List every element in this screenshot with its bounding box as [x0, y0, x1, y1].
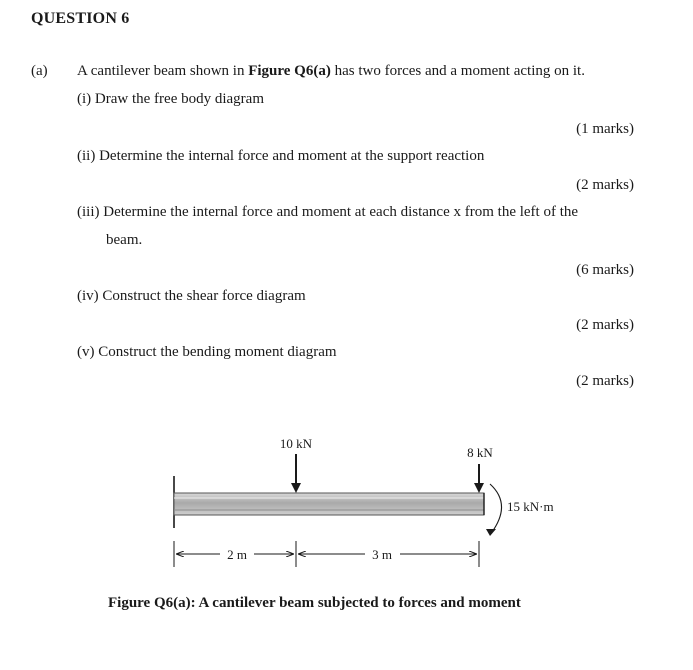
item-i-text: (i) Draw the free body diagram — [77, 91, 265, 107]
question-title: QUESTION 6 — [31, 10, 130, 27]
item-v-text: (v) Construct the bending moment diagram — [77, 344, 337, 360]
force-10kn-arrow — [291, 454, 301, 493]
beam — [174, 493, 484, 515]
part-label: (a) — [31, 63, 48, 79]
item-v-marks: (2 marks) — [576, 373, 634, 389]
dimension-lines — [174, 541, 479, 567]
dimension-2m-label: 2 m — [227, 547, 247, 562]
moment-label: 15 kN·m — [507, 499, 554, 514]
dimension-3m-label: 3 m — [372, 547, 392, 562]
item-i-marks: (1 marks) — [576, 121, 634, 137]
item-iv-text: (iv) Construct the shear force diagram — [77, 288, 306, 304]
part-intro — [77, 63, 585, 80]
moment-arrow-icon — [486, 484, 502, 536]
figure-caption: Figure Q6(a): A cantilever beam subjected to forces and moment — [108, 595, 521, 611]
item-iv-marks: (2 marks) — [576, 317, 634, 333]
item-ii-text: (ii) Determine the internal force and moment at the support reaction — [77, 148, 485, 164]
item-ii-marks: (2 marks) — [576, 177, 634, 193]
force-8kn-arrow — [474, 464, 484, 493]
force-10kn-label: 10 kN — [279, 436, 313, 451]
cantilever-beam-figure — [150, 428, 590, 588]
intro-before: A cantilever beam shown in — [77, 63, 249, 79]
intro-after: has two forces and a moment acting on it. — [330, 63, 585, 79]
item-iii-marks: (6 marks) — [576, 262, 634, 278]
force-8kn-label: 8 kN — [467, 445, 493, 460]
item-iii-text: (iii) Determine the internal force and moment at each distance x from the left of the — [77, 204, 579, 220]
intro-figure-ref: Figure Q6(a) — [248, 63, 331, 79]
item-iii-continuation: beam. — [106, 232, 143, 248]
